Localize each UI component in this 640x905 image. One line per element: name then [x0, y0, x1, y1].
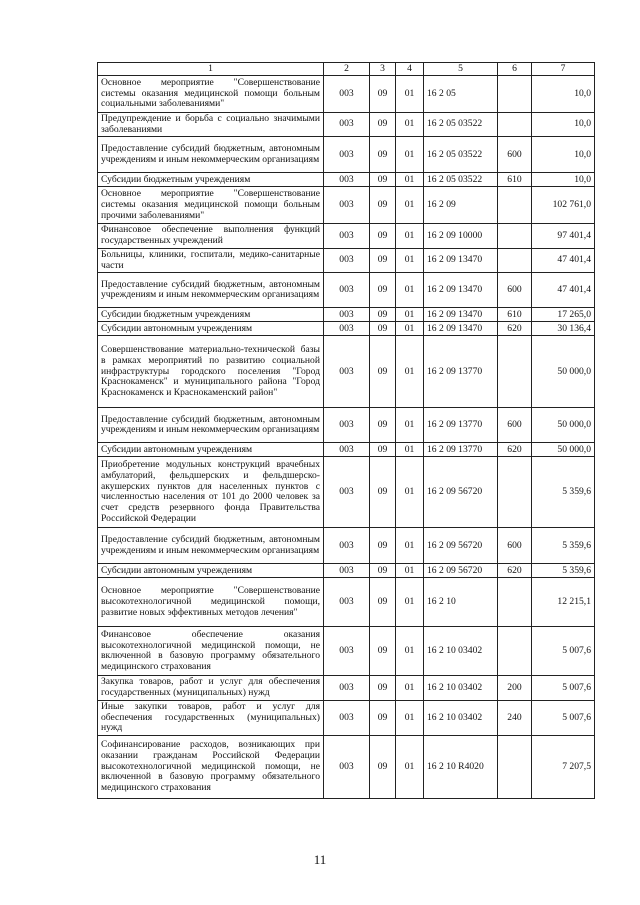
row-amount: 5 007,6 [532, 700, 595, 735]
row-amount: 47 401,4 [532, 273, 595, 308]
row-target-article: 16 2 05 03522 [424, 173, 498, 187]
row-subsection: 01 [396, 736, 424, 799]
row-subsection: 01 [396, 528, 424, 564]
row-expense-type: 620 [498, 322, 532, 336]
row-name: Предоставление субсидий бюджетным, автономным учреждениям и иным некоммерческим организациям [98, 137, 324, 173]
row-subsection: 01 [396, 187, 424, 224]
row-code: 003 [324, 113, 370, 137]
row-target-article: 16 2 09 56720 [424, 564, 498, 578]
row-section: 09 [370, 248, 396, 272]
row-name: Субсидии бюджетным учреждениям [98, 173, 324, 187]
row-name: Предоставление субсидий бюджетным, автономным учреждениям и иным некоммерческим организациям [98, 408, 324, 443]
row-section: 09 [370, 76, 396, 113]
row-code: 003 [324, 273, 370, 308]
row-target-article: 16 2 10 [424, 578, 498, 627]
row-expense-type: 600 [498, 273, 532, 308]
row-name: Больницы, клиники, госпитали, медико-санитарные части [98, 248, 324, 272]
row-amount: 10,0 [532, 173, 595, 187]
row-section: 09 [370, 443, 396, 457]
table-row [98, 248, 595, 272]
table-row [98, 224, 595, 248]
row-amount: 5 007,6 [532, 627, 595, 676]
row-code: 003 [324, 564, 370, 578]
row-name: Субсидии автономным учреждениям [98, 564, 324, 578]
row-target-article: 16 2 05 03522 [424, 137, 498, 173]
row-target-article: 16 2 10 03402 [424, 627, 498, 676]
row-code: 003 [324, 627, 370, 676]
row-subsection: 01 [396, 173, 424, 187]
table-row [98, 308, 595, 322]
row-expense-type [498, 627, 532, 676]
row-expense-type [498, 76, 532, 113]
row-code: 003 [324, 137, 370, 173]
row-expense-type: 610 [498, 308, 532, 322]
row-section: 09 [370, 736, 396, 799]
row-subsection: 01 [396, 676, 424, 700]
row-section: 09 [370, 457, 396, 528]
row-subsection: 01 [396, 137, 424, 173]
row-amount: 47 401,4 [532, 248, 595, 272]
row-code: 003 [324, 173, 370, 187]
row-amount: 97 401,4 [532, 224, 595, 248]
row-name: Основное мероприятие "Совершенствование системы оказания медицинской помощи больным социальными заболеваниями" [98, 76, 324, 113]
page-number: 11 [313, 852, 327, 867]
row-subsection: 01 [396, 443, 424, 457]
header-col-7: 7 [532, 63, 595, 76]
row-subsection: 01 [396, 113, 424, 137]
header-col-1: 1 [98, 63, 324, 76]
table-row [98, 627, 595, 676]
table-row [98, 322, 595, 336]
row-target-article: 16 2 09 13470 [424, 308, 498, 322]
row-amount: 5 359,6 [532, 528, 595, 564]
table-row [98, 113, 595, 137]
row-code: 003 [324, 336, 370, 408]
row-name: Предоставление субсидий бюджетным, автономным учреждениям и иным некоммерческим организациям [98, 528, 324, 564]
row-amount: 10,0 [532, 76, 595, 113]
row-target-article: 16 2 09 56720 [424, 528, 498, 564]
header-row [98, 63, 595, 76]
table-row [98, 736, 595, 799]
row-amount: 5 007,6 [532, 676, 595, 700]
row-expense-type [498, 457, 532, 528]
row-section: 09 [370, 564, 396, 578]
row-code: 003 [324, 248, 370, 272]
row-code: 003 [324, 700, 370, 735]
row-name: Основное мероприятие "Совершенствование высокотехнологичной медицинской помощи, развитие новых эффективных методов лечения" [98, 578, 324, 627]
row-expense-type [498, 736, 532, 799]
table-row [98, 676, 595, 700]
row-name: Приобретение модульных конструкций врачебных амбулаторий, фельдшерских и фельдшерско-акушерских пунктов для населенных пунктов с численностью населения от 101 до 2000 человек за счет средств резервного фонда Правительства Российской Федерации [98, 457, 324, 528]
row-subsection: 01 [396, 700, 424, 735]
table-row [98, 564, 595, 578]
row-subsection: 01 [396, 273, 424, 308]
row-code: 003 [324, 224, 370, 248]
row-section: 09 [370, 336, 396, 408]
table-body [98, 76, 595, 799]
row-target-article: 16 2 09 10000 [424, 224, 498, 248]
row-section: 09 [370, 700, 396, 735]
row-name: Субсидии бюджетным учреждениям [98, 308, 324, 322]
header-col-2: 2 [324, 63, 370, 76]
row-target-article: 16 2 09 13470 [424, 322, 498, 336]
row-name: Финансовое обеспечение выполнения функций государственных учреждений [98, 224, 324, 248]
row-section: 09 [370, 187, 396, 224]
row-amount: 10,0 [532, 137, 595, 173]
row-section: 09 [370, 273, 396, 308]
row-expense-type: 620 [498, 564, 532, 578]
row-subsection: 01 [396, 564, 424, 578]
row-amount: 50 000,0 [532, 443, 595, 457]
table-row [98, 528, 595, 564]
row-section: 09 [370, 676, 396, 700]
row-section: 09 [370, 408, 396, 443]
table-row [98, 408, 595, 443]
table-row [98, 187, 595, 224]
row-name: Субсидии автономным учреждениям [98, 322, 324, 336]
table-row [98, 137, 595, 173]
row-subsection: 01 [396, 76, 424, 113]
row-name: Предоставление субсидий бюджетным, автономным учреждениям и иным некоммерческим организациям [98, 273, 324, 308]
row-expense-type [498, 187, 532, 224]
row-subsection: 01 [396, 224, 424, 248]
row-target-article: 16 2 09 13770 [424, 443, 498, 457]
budget-table [97, 62, 595, 799]
header-col-6: 6 [498, 63, 532, 76]
row-subsection: 01 [396, 457, 424, 528]
row-code: 003 [324, 457, 370, 528]
row-target-article: 16 2 09 [424, 187, 498, 224]
row-section: 09 [370, 173, 396, 187]
row-target-article: 16 2 10 03402 [424, 676, 498, 700]
table-row [98, 457, 595, 528]
row-amount: 30 136,4 [532, 322, 595, 336]
row-subsection: 01 [396, 248, 424, 272]
row-subsection: 01 [396, 408, 424, 443]
row-expense-type: 600 [498, 528, 532, 564]
row-amount: 10,0 [532, 113, 595, 137]
row-amount: 5 359,6 [532, 564, 595, 578]
row-code: 003 [324, 408, 370, 443]
row-name: Софинансирование расходов, возникающих при оказании гражданам Российской Федерации высокотехнологичной медицинской помощи, не включенной в базовую программу обязательного медицинского страхования [98, 736, 324, 799]
row-amount: 7 207,5 [532, 736, 595, 799]
row-target-article: 16 2 09 13470 [424, 273, 498, 308]
row-target-article: 16 2 05 03522 [424, 113, 498, 137]
header-col-4: 4 [396, 63, 424, 76]
row-expense-type: 600 [498, 408, 532, 443]
row-amount: 102 761,0 [532, 187, 595, 224]
row-section: 09 [370, 308, 396, 322]
row-target-article: 16 2 10 03402 [424, 700, 498, 735]
row-name: Предупреждение и борьба с социально значимыми заболеваниями [98, 113, 324, 137]
row-target-article: 16 2 09 13770 [424, 408, 498, 443]
row-section: 09 [370, 322, 396, 336]
row-subsection: 01 [396, 322, 424, 336]
row-amount: 5 359,6 [532, 457, 595, 528]
row-target-article: 16 2 05 [424, 76, 498, 113]
table-row [98, 76, 595, 113]
row-name: Основное мероприятие "Совершенствование системы оказания медицинской помощи больным прочими заболеваниями" [98, 187, 324, 224]
row-target-article: 16 2 09 56720 [424, 457, 498, 528]
table-row [98, 700, 595, 735]
row-section: 09 [370, 137, 396, 173]
table-row [98, 273, 595, 308]
row-expense-type: 600 [498, 137, 532, 173]
table-row [98, 443, 595, 457]
row-amount: 12 215,1 [532, 578, 595, 627]
row-code: 003 [324, 76, 370, 113]
row-code: 003 [324, 443, 370, 457]
table-row [98, 173, 595, 187]
row-subsection: 01 [396, 308, 424, 322]
row-expense-type [498, 224, 532, 248]
row-code: 003 [324, 308, 370, 322]
header-col-5: 5 [424, 63, 498, 76]
row-target-article: 16 2 09 13770 [424, 336, 498, 408]
row-expense-type: 200 [498, 676, 532, 700]
row-section: 09 [370, 578, 396, 627]
row-code: 003 [324, 676, 370, 700]
row-name: Финансовое обеспечение оказания высокотехнологичной медицинской помощи, не включенной в базовую программу обязательного медицинского страхования [98, 627, 324, 676]
row-target-article: 16 2 10 R4020 [424, 736, 498, 799]
row-section: 09 [370, 528, 396, 564]
row-expense-type [498, 113, 532, 137]
row-subsection: 01 [396, 627, 424, 676]
row-expense-type [498, 336, 532, 408]
row-code: 003 [324, 578, 370, 627]
table-row [98, 336, 595, 408]
row-amount: 50 000,0 [532, 408, 595, 443]
row-section: 09 [370, 224, 396, 248]
row-code: 003 [324, 187, 370, 224]
row-section: 09 [370, 113, 396, 137]
table-row [98, 578, 595, 627]
row-subsection: 01 [396, 336, 424, 408]
row-expense-type: 240 [498, 700, 532, 735]
row-expense-type [498, 248, 532, 272]
row-subsection: 01 [396, 578, 424, 627]
row-expense-type [498, 578, 532, 627]
row-name: Закупка товаров, работ и услуг для обеспечения государственных (муниципальных) нужд [98, 676, 324, 700]
row-amount: 17 265,0 [532, 308, 595, 322]
row-target-article: 16 2 09 13470 [424, 248, 498, 272]
row-amount: 50 000,0 [532, 336, 595, 408]
header-col-3: 3 [370, 63, 396, 76]
row-expense-type: 620 [498, 443, 532, 457]
row-name: Иные закупки товаров, работ и услуг для обеспечения государственных (муниципальных) нужд [98, 700, 324, 735]
row-section: 09 [370, 627, 396, 676]
row-code: 003 [324, 322, 370, 336]
row-name: Субсидии автономным учреждениям [98, 443, 324, 457]
row-code: 003 [324, 528, 370, 564]
row-code: 003 [324, 736, 370, 799]
row-name: Совершенствование материально-технической базы в рамках мероприятий по развитию социальной инфраструктуры городского поселения "Город Краснокаменск" и муниципального района "Город Краснокаменск и Краснокаменский район" [98, 336, 324, 408]
row-expense-type: 610 [498, 173, 532, 187]
